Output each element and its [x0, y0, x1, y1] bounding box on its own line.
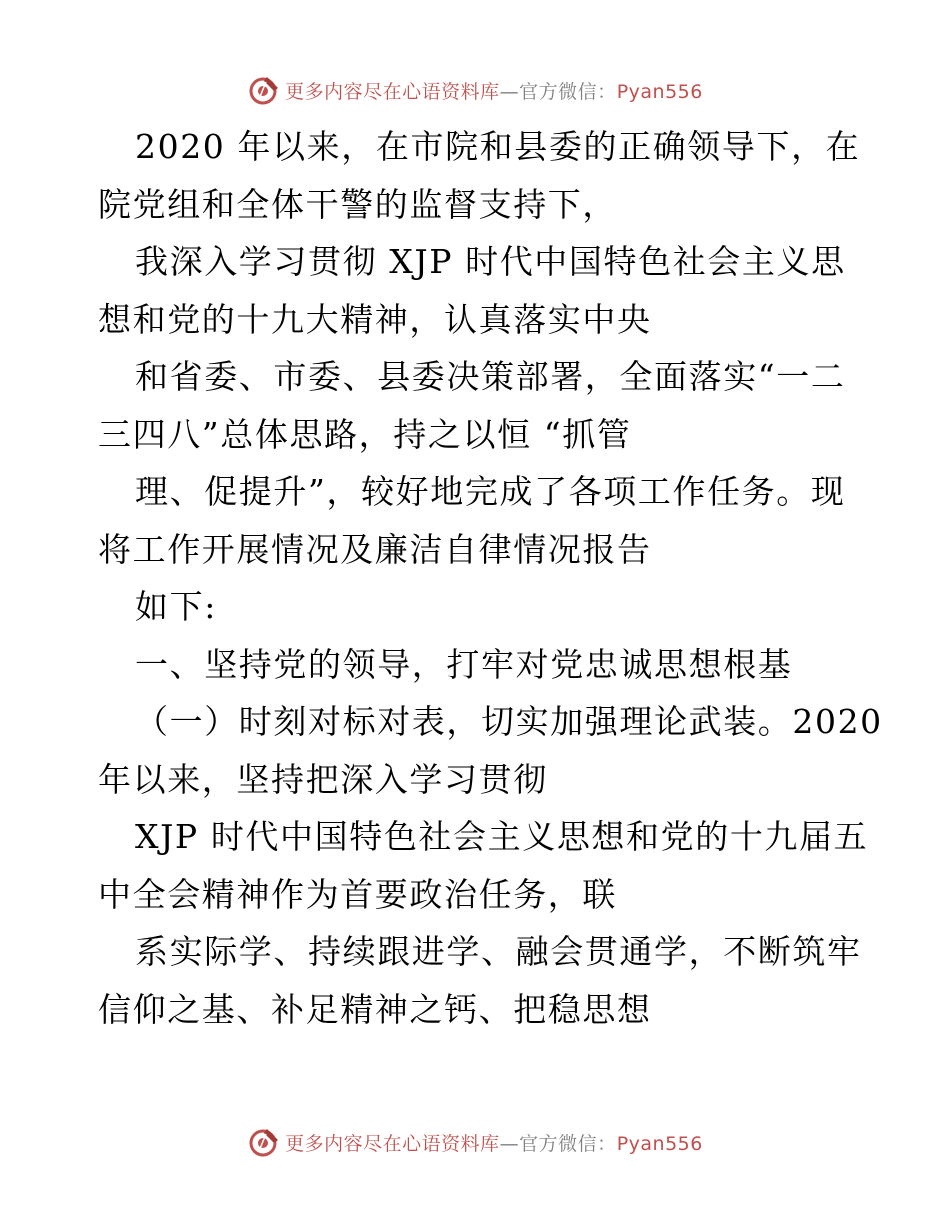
paragraph-line: 中全会精神作为首要政治任务，联: [98, 874, 617, 914]
paragraph-line: 院党组和全体干警的监督支持下，: [98, 184, 617, 224]
watermark-text: 更多内容尽在心语资料库—官方微信：Pyan556: [285, 1132, 703, 1155]
paragraph-line: 想和党的十九大精神，认真落实中央: [98, 299, 652, 339]
paragraph-line: 信仰之基、补足精神之钙、把稳思想: [98, 989, 652, 1029]
document-body: [98, 118, 883, 1038]
paragraph-line: 理、促提升”，较好地完成了各项工作任务。现: [135, 472, 846, 511]
paragraph-line: XJP 时代中国特色社会主义思想和党的十九届五: [135, 817, 869, 856]
footer-watermark: [0, 1122, 950, 1162]
paragraph-line: 我深入学习贯彻 XJP 时代中国特色社会主义思: [135, 242, 846, 281]
paragraph-line: 年以来，坚持把深入学习贯彻: [98, 759, 548, 799]
section-heading: 一、坚持党的领导，打牢对党忠诚思想根基: [135, 644, 793, 684]
brand-logo-icon: [247, 73, 281, 107]
paragraph-line: 如下:: [135, 587, 217, 626]
paragraph-line: （一）时刻对标对表，切实加强理论武装。2020: [135, 702, 883, 741]
watermark-text: 更多内容尽在心语资料库—官方微信：Pyan556: [285, 80, 703, 103]
brand-logo-icon: [247, 1125, 281, 1159]
header-watermark: [0, 70, 950, 110]
paragraph-line: 将工作开展情况及廉洁自律情况报告: [98, 529, 652, 569]
paragraph-line: 2020 年以来，在市院和县委的正确领导下，在: [135, 127, 861, 166]
paragraph-line: 和省委、市委、县委决策部署，全面落实“一二: [135, 357, 846, 396]
paragraph-line: 系实际学、持续跟进学、融会贯通学，不断筑牢: [135, 932, 862, 971]
paragraph-line: 三四八”总体思路，持之以恒 “抓管: [98, 414, 632, 454]
